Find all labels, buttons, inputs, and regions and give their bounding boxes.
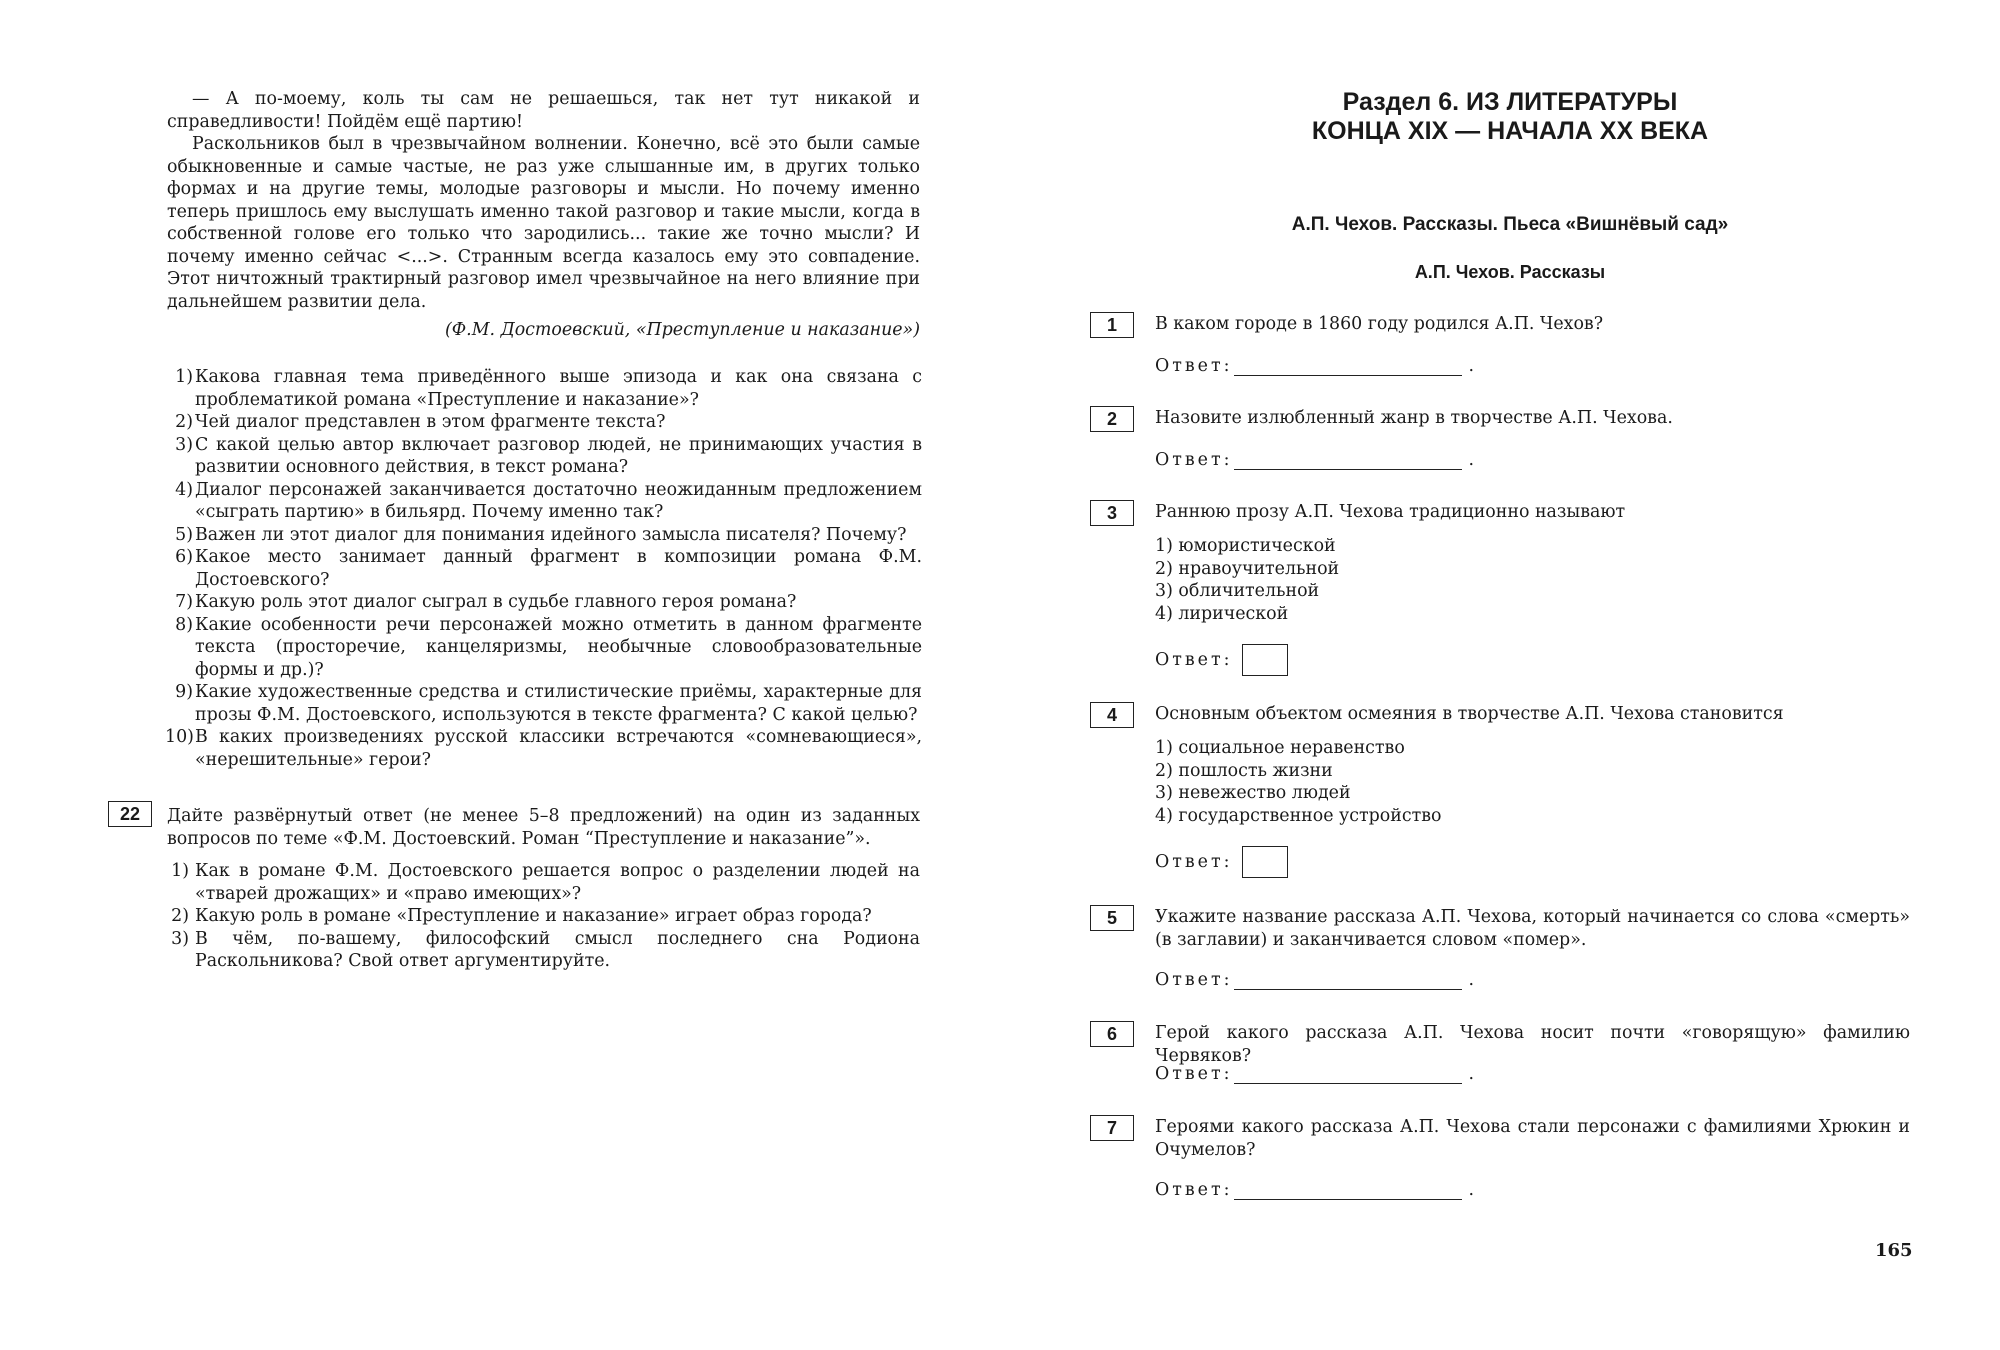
task-question: Укажите название рассказа А.П. Чехова, который начинается со слова «смерть» (в заглавии) и заканчивается словом «помер». — [1155, 907, 1910, 950]
section-heading — [1180, 88, 1840, 146]
excerpt-passage — [167, 88, 920, 342]
task-question: Основным объектом осмеяния в творчестве А.П. Чехова становится — [1155, 704, 1784, 724]
answer-box[interactable] — [1242, 644, 1288, 676]
heading-line: КОНЦА XIX — НАЧАЛА XX ВЕКА — [1311, 117, 1709, 145]
list-item: 10) В каких произведениях русской классики встречаются «сомневающиеся», «нерешительные» герои? — [165, 727, 922, 770]
answer-options — [1155, 737, 1441, 827]
answer-line[interactable]: Ответ: . — [1155, 1064, 1474, 1084]
list-item: 3) В чём, по-вашему, философский смысл последнего сна Родиона Раскольникова? Свой ответ аргументируйте. — [171, 928, 920, 971]
task-number-box: 5 — [1090, 905, 1134, 931]
task-number-box: 1 — [1090, 312, 1134, 338]
subheading: А.П. Чехов. Рассказы. Пьеса «Вишнёвый сад» — [1291, 214, 1729, 235]
answer-options — [1155, 535, 1339, 625]
list-item: 2) Какую роль в романе «Преступление и наказание» играет образ города? — [171, 906, 872, 926]
list-item: 1) Какова главная тема приведённого выше эпизода и как она связана с проблематикой романа «Преступление и наказание»? — [175, 367, 922, 410]
answer-line[interactable]: Ответ: . — [1155, 450, 1474, 470]
passage-paragraph: Раскольников был в чрезвычайном волнении. Конечно, всё это были самые обыкновенные и самые частые, не раз уже слышанные им, в других только формах и на другие темы, молодые разговоры и мысли. Но почему именно теперь пришлось ему выслушать именно такой разговор и такие мысли, когда в собственной голове его только что зародились... такие же точно мысли? И почему именно сейчас <...>. Странным всегда казалось ему это совпадение. Этот ничтожный трактирный разговор имел чрезвычайное на него влияние при дальнейшем развитии дела. — [167, 134, 920, 312]
task-number-box: 7 — [1090, 1115, 1134, 1141]
task-question: Герой какого рассказа А.П. Чехова носит почти «говорящую» фамилию Червяков? — [1155, 1023, 1910, 1066]
option-item: 2) пошлость жизни — [1155, 760, 1333, 781]
passage-paragraph: — А по-моему, коль ты сам не решаешься, так нет тут никакой и справедливости! Пойдём ещё партию! — [167, 89, 920, 132]
heading-line: Раздел 6. ИЗ ЛИТЕРАТУРЫ — [1342, 88, 1678, 116]
page-number: 165 — [1875, 1240, 1913, 1261]
list-item: 6) Какое место занимает данный фрагмент в композиции романа Ф.М. Достоевского? — [175, 547, 922, 590]
option-item: 4) лирической — [1155, 603, 1289, 624]
answer-row: Ответ: — [1155, 846, 1288, 878]
task-number-box: 3 — [1090, 500, 1134, 526]
list-item: 7) Какую роль этот диалог сыграл в судьбе главного героя романа? — [175, 592, 797, 612]
question-list — [165, 366, 922, 771]
answer-line[interactable]: Ответ: . — [1155, 1180, 1474, 1200]
task-question: Назовите излюбленный жанр в творчестве А.П. Чехова. — [1155, 408, 1673, 428]
option-item: 1) социальное неравенство — [1155, 738, 1405, 758]
answer-box[interactable] — [1242, 846, 1288, 878]
list-item: 3) С какой целью автор включает разговор людей, не принимающих участия в развитии основного действия, в текст романа? — [175, 434, 922, 477]
answer-row: Ответ: — [1155, 644, 1288, 676]
option-item: 2) нравоучительной — [1155, 558, 1340, 579]
option-item: 3) обличительной — [1155, 581, 1320, 601]
option-item: 3) невежество людей — [1155, 783, 1351, 803]
list-item: 1) Как в романе Ф.М. Достоевского решается вопрос о разделении людей на «тварей дрожащих» и «право имеющих»? — [171, 861, 920, 904]
task-number-box: 2 — [1090, 406, 1134, 432]
list-item: 4) Диалог персонажей заканчивается достаточно неожиданным предложением «сыграть партию» в бильярд. Почему именно так? — [175, 479, 922, 522]
passage-source: (Ф.М. Достоевский, «Преступление и наказание») — [444, 320, 920, 340]
list-item: 2) Чей диалог представлен в этом фрагменте текста? — [175, 412, 666, 432]
option-item: 1) юмористической — [1155, 536, 1336, 556]
task-prompt: Дайте развёрнутый ответ (не менее 5–8 предложений) на один из заданных вопросов по теме «Ф.М. Достоевский. Роман “Преступление и наказание”». — [167, 806, 920, 849]
task-number-box: 6 — [1090, 1021, 1134, 1047]
task-question: Раннюю прозу А.П. Чехова традиционно называют — [1155, 502, 1626, 522]
answer-line[interactable]: Ответ: . — [1155, 970, 1474, 990]
task-question: Героями какого рассказа А.П. Чехова стали персонажи с фамилиями Хрюкин и Очумелов? — [1155, 1117, 1910, 1160]
task-number-box: 4 — [1090, 702, 1134, 728]
answer-line[interactable]: Ответ: . — [1155, 356, 1474, 376]
sub-subheading: А.П. Чехов. Рассказы — [1414, 262, 1606, 282]
list-item: 5) Важен ли этот диалог для понимания идейного замысла писателя? Почему? — [175, 524, 907, 545]
option-item: 4) государственное устройство — [1155, 805, 1442, 826]
list-item: 9) Какие художественные средства и стилистические приёмы, характерные для прозы Ф.М. Достоевского, используются в тексте фрагмента? С какой целью? — [175, 682, 922, 725]
task-22 — [167, 805, 920, 973]
task-question: В каком городе в 1860 году родился А.П. Чехов? — [1155, 314, 1604, 334]
task-22-items — [167, 860, 920, 973]
task-number-box: 22 — [108, 801, 152, 827]
list-item: 8) Какие особенности речи персонажей можно отметить в данном фрагменте текста (просторечие, канцеляризмы, необычные словообразовательные формы и др.)? — [175, 614, 922, 680]
